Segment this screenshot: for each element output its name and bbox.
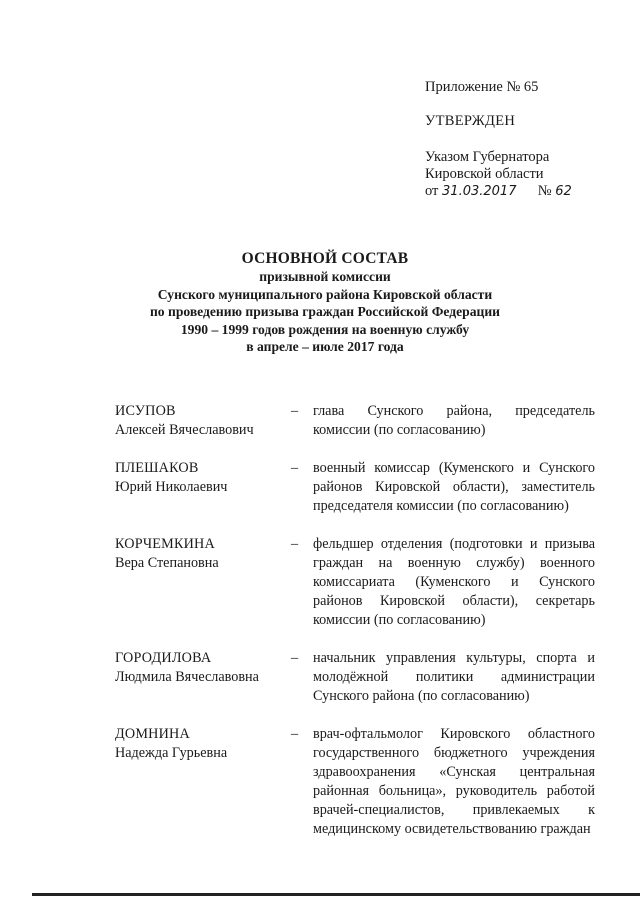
member-given-name: Юрий Николаевич (115, 479, 228, 495)
decree-date-line (425, 183, 625, 200)
member-dash: – (291, 460, 299, 476)
member-given-name: Людмила Вячеславовна (115, 669, 259, 685)
member-surname: КОРЧЕМКИНА (115, 536, 215, 552)
member-row (115, 725, 595, 839)
member-dash: – (291, 650, 299, 666)
decree-number-handwritten: 62 (555, 184, 572, 199)
member-row (115, 459, 595, 516)
title-line: по проведению призыва граждан Российской Федерации (149, 304, 501, 320)
member-name (115, 459, 290, 497)
document-title (108, 249, 542, 356)
number-label: № (537, 183, 552, 199)
member-dash: – (291, 403, 299, 419)
page-bottom-rule (32, 893, 640, 896)
member-surname: ПЛЕШАКОВ (115, 460, 199, 476)
member-surname: ГОРОДИЛОВА (115, 650, 212, 666)
decree-date-handwritten: 31.03.2017 (442, 184, 517, 199)
approved-label: УТВЕРЖДЕН (425, 113, 516, 129)
date-prefix: от (425, 183, 439, 199)
member-given-name: Надежда Гурьевна (115, 745, 228, 761)
member-surname: ДОМНИНА (115, 726, 190, 742)
appendix-number: Приложение № 65 (425, 79, 539, 95)
member-position: фельдшер отделения (подготовки и призыва граждан на военную службу) военного комиссариата (Куменского и Сунского районов Кировской области), секретарь комиссии (по согласованию) (313, 536, 595, 628)
member-name (115, 402, 290, 440)
member-row (115, 402, 595, 440)
member-position: начальник управления культуры, спорта и молодёжной политики администрации Сунского района (по согласованию) (313, 650, 595, 704)
decree-line-1: Указом Губернатора (425, 149, 550, 165)
member-given-name: Алексей Вячеславович (115, 422, 254, 438)
member-position: врач-офтальмолог Кировского областного государственного бюджетного учреждения здравоохранения «Сунская центральная районная больница», руководитель работой врачей-специалистов, привлекаемых к медицинскому освидетельствованию граждан (313, 726, 595, 837)
member-name (115, 535, 290, 573)
title-line: 1990 – 1999 годов рождения на военную службу (180, 321, 470, 337)
title-line: Сунского муниципального района Кировской области (157, 286, 493, 302)
member-position: глава Сунского района, председатель комиссии (по согласованию) (313, 403, 595, 438)
member-dash: – (291, 726, 299, 742)
member-row (115, 535, 595, 630)
member-position: военный комиссар (Куменского и Сунского районов Кировской области), заместитель председателя комиссии (по согласованию) (313, 460, 595, 514)
decree-line-2: Кировской области (425, 166, 544, 182)
commission-members-list (115, 402, 595, 839)
member-row (115, 649, 595, 706)
approval-block (425, 79, 625, 200)
title-line: в апреле – июле 2017 года (246, 339, 404, 355)
member-surname: ИСУПОВ (115, 403, 176, 419)
member-name (115, 649, 290, 687)
member-dash: – (291, 536, 299, 552)
title-line: призывной комиссии (259, 269, 391, 284)
member-given-name: Вера Степановна (115, 555, 219, 571)
title-main: ОСНОВНОЙ СОСТАВ (241, 250, 409, 267)
member-name (115, 725, 290, 763)
